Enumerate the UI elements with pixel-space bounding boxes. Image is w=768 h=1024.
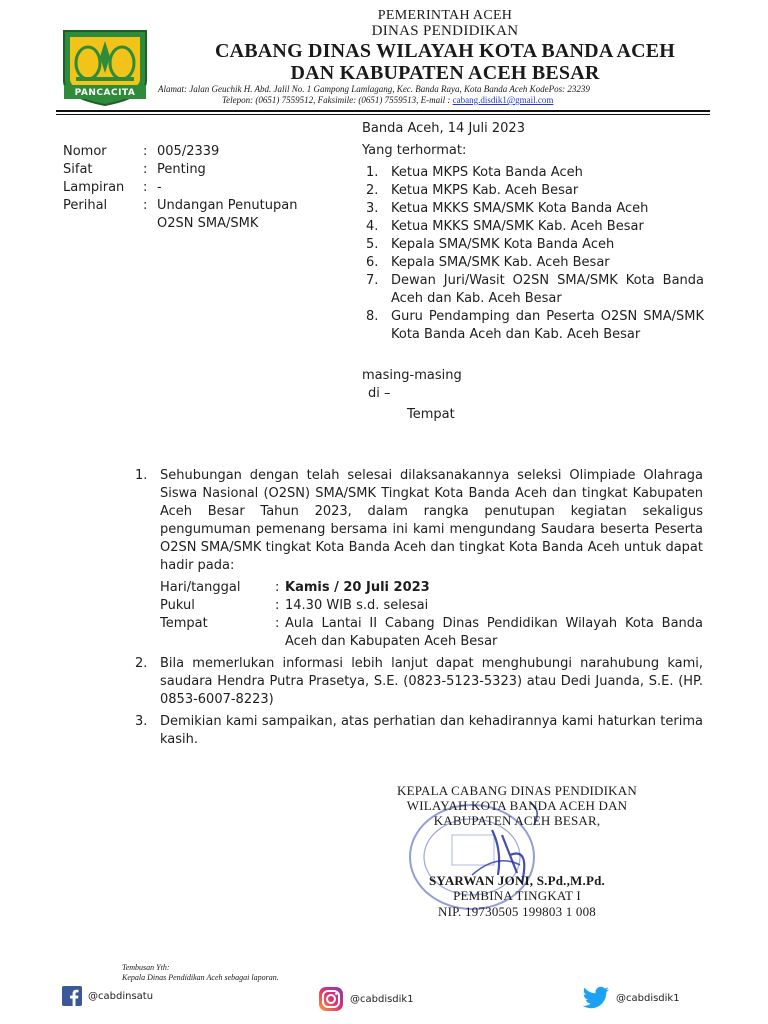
header-divider-thick [56, 110, 710, 112]
paragraph-2 [135, 655, 703, 709]
recipient-text: Ketua MKKS SMA/SMK Kab. Aceh Besar [391, 219, 644, 234]
recipient-item [362, 218, 704, 236]
paragraph-1 [135, 467, 703, 575]
letter-greeting: Yang terhormat: [362, 143, 467, 158]
header-branch-line1: CABANG DINAS WILAYAH KOTA BANDA ACEH [214, 40, 676, 62]
logo-caption: PANCACITA [74, 88, 136, 98]
tembusan-block [122, 963, 279, 983]
recipient-number: 1. [366, 165, 379, 180]
event-details [160, 579, 703, 651]
header-branch-line2: DAN KABUPATEN ACEH BESAR [290, 62, 600, 84]
recipient-number: 5. [366, 237, 379, 252]
recipient-number: 2. [366, 183, 379, 198]
event-colon: : [275, 616, 280, 631]
instagram-icon [318, 986, 344, 1012]
paragraph-number: 1. [135, 468, 148, 483]
recipient-item [362, 236, 704, 254]
meta-row-lampiran [63, 179, 337, 197]
recipient-number: 6. [366, 255, 379, 270]
event-label: Pukul [160, 598, 195, 613]
recipient-number: 7. [366, 273, 379, 288]
recipient-di: di – [368, 386, 391, 401]
meta-row-nomor [63, 143, 337, 161]
header-department: DINAS PENDIDIKAN [371, 23, 519, 39]
event-colon: : [275, 580, 280, 595]
signature-title-3: KABUPATEN ACEH BESAR, [433, 813, 601, 828]
recipient-text: Kepala SMA/SMK Kab. Aceh Besar [391, 255, 610, 270]
recipient-number: 8. [366, 309, 379, 324]
twitter-handle: @cabdisdik1 [616, 992, 680, 1004]
meta-value: Penting [157, 162, 206, 177]
signature-title-2: WILAYAH KOTA BANDA ACEH DAN [406, 798, 628, 813]
event-label: Hari/tanggal [160, 580, 241, 595]
recipient-item [362, 200, 704, 218]
facebook-handle: @cabdinsatu [88, 990, 154, 1002]
header-email-link[interactable]: cabang.disdik1@gmail.com [452, 95, 554, 105]
recipient-item [362, 308, 704, 344]
recipient-text: Ketua MKKS SMA/SMK Kota Banda Aceh [391, 201, 649, 216]
recipient-number: 3. [366, 201, 379, 216]
meta-value: 005/2339 [157, 144, 220, 159]
footer-twitter[interactable] [582, 986, 680, 1010]
event-value: Aula Lantai II Cabang Dinas Pendidikan Wilayah Kota Banda Aceh dan Kabupaten Aceh Besar [285, 616, 703, 649]
event-value: 14.30 WIB s.d. selesai [285, 598, 429, 613]
header-divider-thin [56, 114, 710, 115]
meta-label: Lampiran [63, 180, 125, 195]
paragraph-text: Sehubungan dengan telah selesai dilaksanakannya seleksi Olimpiade Olahraga Siswa Nasional (O2SN) SMA/SMK Tingkat Kota Banda Aceh dan tingkat Kabupaten Aceh Besar Tahun 2023, dalam rangka penutupan kegiatan sekaligus pengumuman pemenang bersama ini kami mengundang Saudara beserta Peserta O2SN SMA/SMK tingkat Kota Banda Aceh dan tingkat Kota Banda Aceh untuk dapat hadir pada: [160, 468, 703, 573]
recipient-text: Guru Pendamping dan Peserta O2SN SMA/SMK Kota Banda Aceh dan Kab. Aceh Besar [391, 309, 704, 342]
header-telephone [222, 95, 722, 105]
meta-value: Undangan Penutupan O2SN SMA/SMK [157, 198, 298, 231]
signature-name: SYARWAN JONI, S.Pd.,M.Pd. [429, 873, 605, 888]
signature-rank: PEMBINA TINGKAT I [453, 888, 581, 903]
paragraph-3 [135, 713, 703, 749]
header-address: Alamat: Jalan Geuchik H. Abd. Jalil No. 1 Gampong Lamlagang, Kec. Banda Raya, Kota Banda Aceh KodePos: 23239 [158, 84, 590, 94]
event-colon: : [275, 598, 280, 613]
event-row-time [160, 597, 703, 615]
signature-space [372, 828, 662, 873]
signature-nip: NIP. 19730505 199803 1 008 [438, 904, 596, 919]
pancacita-logo [58, 27, 152, 107]
tembusan-item: Kepala Dinas Pendidikan Aceh sebagai laporan. [122, 973, 279, 982]
recipient-tempat: Tempat [407, 407, 455, 422]
header-telephone-text: Telepon: (0651) 7559512, Faksimile: (0651) 7559513, E-mail : [222, 95, 453, 105]
event-row-day [160, 579, 703, 597]
tembusan-label: Tembusan Yth: [122, 963, 170, 972]
recipient-number: 4. [366, 219, 379, 234]
facebook-icon [62, 986, 82, 1006]
footer-instagram[interactable] [318, 986, 414, 1012]
recipient-text: Ketua MKPS Kota Banda Aceh [391, 165, 583, 180]
recipient-text: Dewan Juri/Wasit O2SN SMA/SMK Kota Banda Aceh dan Kab. Aceh Besar [391, 273, 704, 306]
letter-body [135, 467, 703, 753]
event-value: Kamis / 20 Juli 2023 [285, 580, 430, 595]
recipient-item [362, 182, 704, 200]
signature-block [372, 783, 662, 919]
letter-meta [63, 143, 337, 233]
meta-colon: : [143, 144, 148, 159]
recipient-masing: masing-masing [362, 368, 462, 383]
recipient-item [362, 164, 704, 182]
meta-colon: : [143, 198, 148, 213]
signature-title-1: KEPALA CABANG DINAS PENDIDIKAN [397, 783, 637, 798]
twitter-icon [582, 986, 610, 1010]
footer-facebook[interactable] [62, 986, 153, 1006]
instagram-handle: @cabdisdik1 [350, 993, 414, 1005]
paragraph-number: 3. [135, 714, 148, 729]
meta-value: - [157, 180, 162, 195]
meta-label: Nomor [63, 144, 107, 159]
paragraph-number: 2. [135, 656, 148, 671]
event-label: Tempat [160, 616, 208, 631]
meta-row-sifat [63, 161, 337, 179]
meta-label: Sifat [63, 162, 93, 177]
recipient-item [362, 272, 704, 308]
recipient-text: Kepala SMA/SMK Kota Banda Aceh [391, 237, 615, 252]
paragraph-text: Bila memerlukan informasi lebih lanjut dapat menghubungi narahubung kami, saudara Hendra Putra Prasetya, S.E. (0823-5123-5323) atau Dedi Juanda, S.E. (HP. 0853-6007-8223) [160, 656, 703, 707]
meta-colon: : [143, 180, 148, 195]
recipient-list [362, 164, 704, 344]
meta-label: Perihal [63, 198, 108, 213]
meta-colon: : [143, 162, 148, 177]
event-row-place [160, 615, 703, 651]
header-government: PEMERINTAH ACEH [377, 8, 513, 23]
recipient-item [362, 254, 704, 272]
recipient-text: Ketua MKPS Kab. Aceh Besar [391, 183, 579, 198]
meta-row-perihal [63, 197, 337, 233]
paragraph-text: Demikian kami sampaikan, atas perhatian dan kehadirannya kami haturkan terima kasih. [160, 714, 703, 747]
letter-date: Banda Aceh, 14 Juli 2023 [362, 121, 525, 136]
